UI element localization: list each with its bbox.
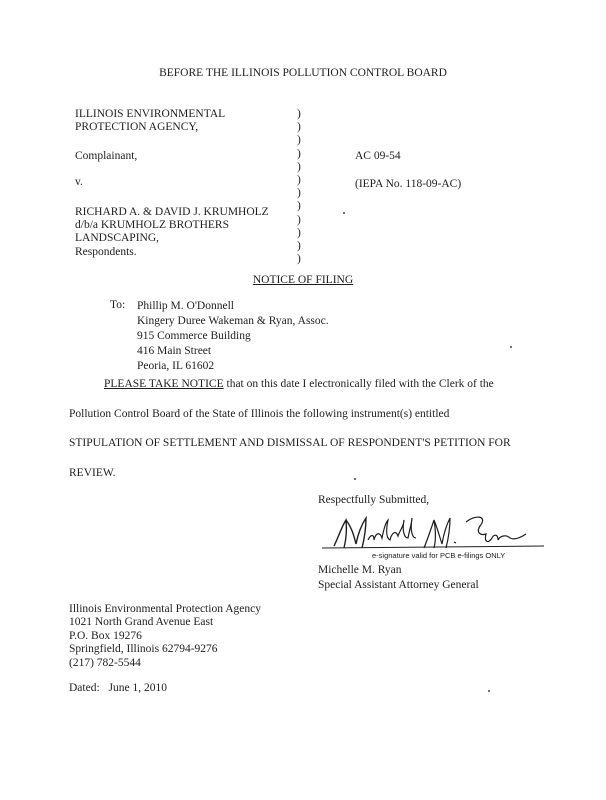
paren: ) (297, 174, 301, 187)
signer-title: Special Assistant Attorney General (318, 579, 479, 591)
respondent-line: LANDSCAPING, (75, 232, 160, 245)
complainant-line: PROTECTION AGENCY, (75, 121, 199, 134)
court-title: BEFORE THE ILLINOIS POLLUTION CONTROL BOARD (159, 67, 447, 79)
recipient-line: 915 Commerce Building (137, 330, 251, 342)
body-line-4: REVIEW. (69, 467, 116, 479)
paren: ) (297, 121, 301, 134)
recipient-line: Phillip M. O'Donnell (137, 300, 234, 312)
to-label: To: (110, 299, 126, 311)
notice-heading: NOTICE OF FILING (252, 274, 354, 286)
scan-speck (354, 478, 356, 480)
address-line: 1021 North Grand Avenue East (69, 616, 214, 629)
address-line: (217) 782-5544 (69, 656, 141, 669)
agency-address (69, 603, 261, 670)
closing: Respectfully Submitted, (318, 494, 430, 506)
dated-value: June 1, 2010 (108, 682, 167, 694)
signer-name: Michelle M. Ryan (318, 564, 402, 576)
case-number: AC 09-54 (355, 150, 401, 162)
body-line-2: Pollution Control Board of the State of Illinois the following instrument(s) entitled (69, 408, 450, 420)
recipient-line: Peoria, IL 61602 (137, 360, 215, 372)
complainant-line: ILLINOIS ENVIRONMENTAL (75, 108, 226, 120)
dated-line (69, 682, 167, 694)
iepa-number: (IEPA No. 118-09-AC) (355, 178, 462, 190)
body-line-1 (104, 378, 494, 390)
dated-label: Dated: (69, 682, 100, 694)
recipient-block (137, 299, 329, 374)
recipient-line: 416 Main Street (137, 345, 212, 357)
paren: ) (297, 108, 301, 120)
paren: ) (297, 213, 301, 226)
address-line: Springfield, Illinois 62794-9276 (69, 643, 218, 656)
respondent-line: d/b/a KRUMHOLZ BROTHERS (75, 219, 229, 232)
caption-parentheses (297, 108, 301, 266)
recipient-line: Kingery Duree Wakeman & Ryan, Assoc. (137, 315, 329, 327)
signer-block (318, 563, 479, 593)
complainant-label: Complainant, (75, 150, 138, 162)
notice-emphasis: PLEASE TAKE NOTICE (104, 378, 224, 390)
paren: ) (297, 200, 301, 213)
scan-speck (510, 346, 512, 348)
respondent-line: RICHARD A. & DAVID J. KRUMHOLZ (75, 206, 269, 218)
body-line-1-rest: that on this date I electronically filed with the Clerk of the (223, 378, 494, 390)
paren: ) (297, 226, 301, 239)
caption-complainant (75, 108, 225, 134)
scan-speck (488, 690, 490, 692)
esignature-note: e-signature valid for PCB e-filings ONLY (372, 551, 506, 560)
paren: ) (297, 160, 301, 173)
address-line: P.O. Box 19276 (69, 629, 142, 642)
paren: ) (297, 134, 301, 147)
paren: ) (297, 187, 301, 200)
caption-respondents (75, 206, 269, 259)
scan-speck (343, 212, 345, 214)
address-line: Illinois Environmental Protection Agency (69, 603, 261, 615)
paren: ) (297, 147, 301, 160)
versus-label: v. (75, 176, 83, 188)
body-line-3: STIPULATION OF SETTLEMENT AND DISMISSAL OF RESPONDENT'S PETITION FOR (69, 437, 511, 449)
respondent-line: Respondents. (75, 245, 137, 258)
paren: ) (297, 240, 301, 253)
paren: ) (297, 253, 301, 266)
